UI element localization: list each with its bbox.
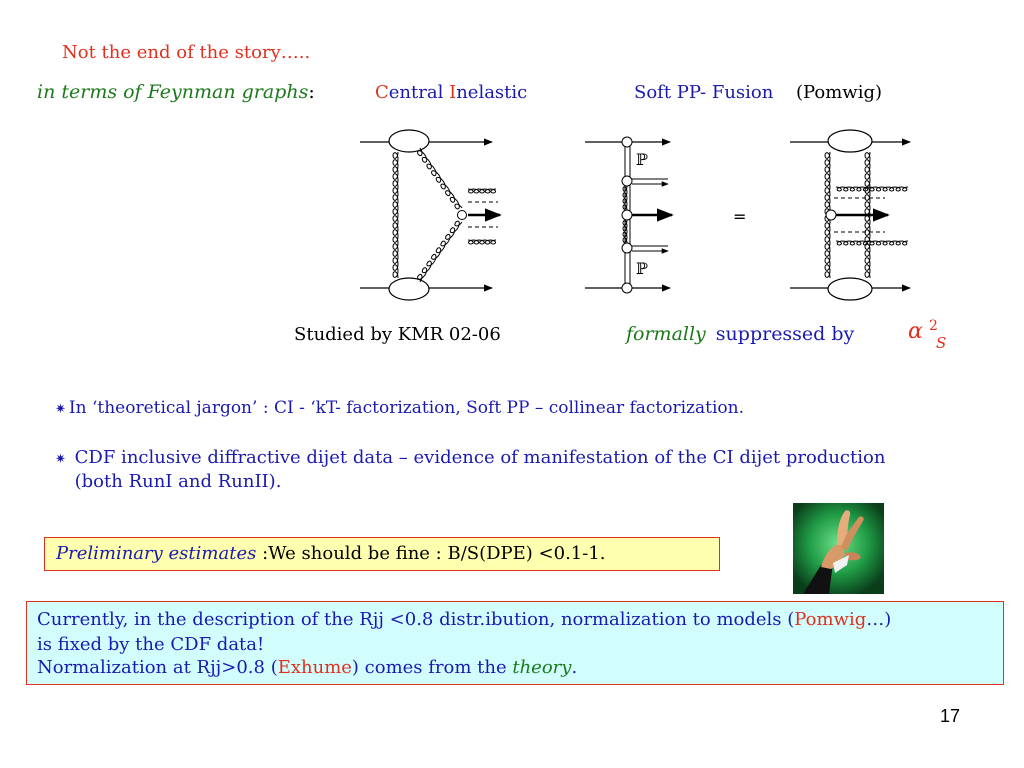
bullet-star-icon: ✷ — [55, 402, 66, 417]
suppressed-by-text: suppressed by — [715, 323, 855, 345]
pomwig-diagram — [790, 130, 910, 300]
slide-title: Not the end of the story….. — [62, 42, 311, 63]
preliminary-label: Preliminary estimates — [56, 543, 257, 564]
soft-pp-fusion-diagram — [585, 137, 672, 293]
current-line-2: is fixed by the CDF data! — [37, 634, 265, 655]
current-line-1 — [37, 609, 891, 630]
feynman-colon: : — [308, 81, 315, 103]
alpha-subscript: S — [936, 334, 947, 352]
preliminary-estimates-text — [56, 543, 606, 564]
alpha-symbol: α — [908, 319, 923, 344]
bullet-theoretical-jargon — [55, 398, 744, 418]
current-line-1-end: …) — [866, 609, 892, 630]
pomeron-bottom-symbol: ℙ — [636, 259, 649, 278]
soft-pp-fusion-label: Soft PP- Fusion — [634, 82, 774, 103]
pomwig-highlight: Pomwig — [794, 609, 867, 630]
feynman-label-text: in terms of Feynman graphs — [37, 81, 309, 103]
current-line-3-end: . — [571, 657, 578, 678]
formally-suppressed-label — [626, 323, 854, 345]
exhume-highlight: Exhume — [277, 657, 352, 678]
bullet-star-icon: ✷ — [55, 452, 66, 467]
central-inelastic-diagram — [360, 130, 500, 300]
ci-c-letter: C — [375, 82, 389, 103]
preliminary-estimates-box — [44, 537, 720, 571]
studied-by-label: Studied by KMR 02-06 — [294, 324, 501, 345]
current-normalization-box — [26, 601, 1004, 685]
current-line-1-text: Currently, in the description of the Rjj <0.8 distr.ibution, normalization to models ( — [37, 609, 795, 630]
feynman-diagrams — [350, 120, 930, 310]
current-line-3-mid: ) comes from the — [351, 657, 513, 678]
bullet-cdf-data — [55, 446, 955, 494]
ci-i-letter: I — [449, 82, 457, 103]
alpha-power: 2 — [929, 318, 938, 334]
pomeron-top-symbol: ℙ — [636, 150, 649, 169]
alpha-s-squared — [906, 312, 956, 352]
pomwig-label: (Pomwig) — [796, 82, 883, 103]
equals-sign: = — [733, 207, 747, 226]
current-line-3-text: Normalization at Rjj>0.8 ( — [37, 657, 278, 678]
bullet-text: In ‘theoretical jargon’ : CI - ‘kT- factorization, Soft PP – collinear factorization. — [68, 398, 745, 418]
ci-rest2: nelastic — [456, 82, 528, 103]
page-number: 17 — [940, 706, 961, 726]
ci-rest1: entral — [388, 82, 450, 103]
preliminary-body: :We should be fine : B/S(DPE) <0.1-1. — [262, 543, 606, 564]
current-line-3 — [37, 657, 577, 678]
theory-word: theory — [512, 657, 572, 678]
formally-word: formally — [626, 323, 706, 345]
feynman-graphs-label — [37, 81, 315, 103]
bullet-text: CDF inclusive diffractive dijet data – evidence of manifestation of the CI dijet production (both RunI and RunII). — [74, 447, 886, 492]
central-inelastic-label — [375, 82, 527, 103]
crossed-fingers-photo — [793, 503, 884, 594]
